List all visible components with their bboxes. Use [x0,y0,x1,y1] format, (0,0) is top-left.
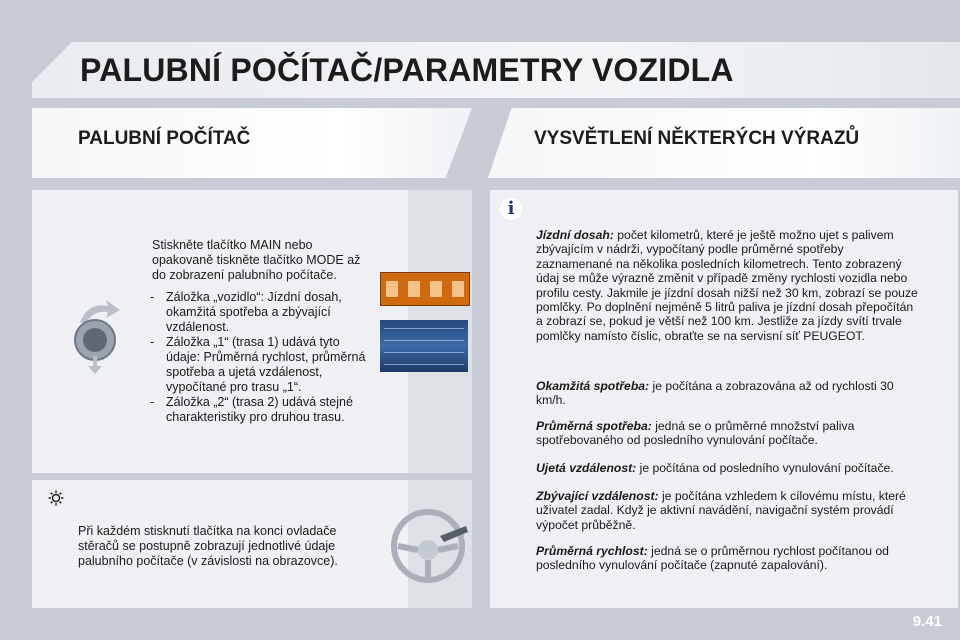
display-line [384,340,464,341]
tab-list [150,290,376,425]
list-item [150,395,376,425]
term-label: Okamžitá spotřeba: [536,379,650,393]
list-item-text: Záložka „vozidlo“: Jízdní dosah, okamžitá spotřeba a zbývající vzdálenost. [166,290,342,334]
term-block [536,489,920,532]
term-label: Zbývající vzdálenost: [536,489,659,503]
term-text: je počítána od posledního vynulování počítače. [636,461,894,475]
list-dash: - [150,290,155,304]
term-block [536,544,920,573]
term-label: Ujetá vzdálenost: [536,461,637,475]
tip-text: Při každém stisknutí tlačítka na konci ovladače stěračů se postupně zobrazují jednotlivé údaje palubního počítače (v závislosti na obrazovce). [78,524,338,568]
term-block [536,419,920,448]
term-block [536,461,920,475]
list-item [150,335,376,395]
right-section-heading: VYSVĚTLENÍ NĚKTERÝCH VÝRAZŮ [534,128,860,149]
display-segment [430,281,442,297]
display-segment [408,281,420,297]
list-dash: - [150,335,155,349]
term-block [536,228,920,343]
page-title: PALUBNÍ POČÍTAČ/PARAMETRY VOZIDLA [80,52,734,88]
term-label: Jízdní dosah: [536,228,614,242]
display-line [384,352,464,353]
steering-wheel-icon [388,506,468,586]
term-block [536,379,920,408]
term-text: jedná se o průměrnou rychlost počítanou od posledního vynulování počítače (zapnuté zapalování). [536,544,889,573]
term-text: počet kilometrů, které je ještě možno ujet s palivem zbývajícím v nádrži, vypočítaný podle průměrné spotřeby zaznamenané na několika posledních kilometrech. Tento zobrazený údaj se může výrazně změnit v případě změny rychlosti vozidla nebo profilu cesty. Jakmile je jízdní dosah nižší než 30 km, zobrazí se pouze pomlčky. Po doplnění nejméně 5 litrů paliva je jízdní dosah přepočítán a zobrazí se, pokud je větší než 100 km. Jestliže za jízdy svítí trvale pomlčky namísto číslic, obraťte se na servisní síť PEUGEOT. [536,228,918,343]
display-line [384,328,464,329]
list-item [150,290,376,335]
term-text: je počítána vzhledem k cílovému místu, které uživatel zadal. Když je aktivní navádění, navigační systém provádí výpočet průběžně. [536,489,906,532]
display-line [384,364,464,365]
blue-display-image [380,320,468,372]
left-section-heading: PALUBNÍ POČÍTAČ [78,128,251,149]
list-item-text: Záložka „2“ (trasa 2) udává stejné charakteristiky pro druhou trasu. [166,395,353,424]
page-number: 9.41 [912,613,942,630]
tip-sun-icon [48,490,64,506]
term-text: jedná se o průměrné množství paliva spotřebovaného od posledního vynulování počítače. [536,419,855,448]
mode-button-icon [66,292,124,374]
info-icon: i [500,198,522,220]
term-label: Průměrná spotřeba: [536,419,652,433]
intro-text: Stiskněte tlačítko MAIN nebo opakovaně tiskněte tlačítko MODE až do zobrazení palubního počítače. [152,238,361,282]
term-label: Průměrná rychlost: [536,544,648,558]
display-segment [386,281,398,297]
term-text: je počítána a zobrazována až od rychlosti 30 km/h. [536,379,894,408]
display-segment [452,281,464,297]
list-dash: - [150,395,155,409]
orange-display-image [380,272,470,306]
list-item-text: Záložka „1“ (trasa 1) udává tyto údaje: Průměrná rychlost, průměrná spotřeba a ujetá vzdálenost, vypočítané pro trasu „1“. [166,335,366,394]
